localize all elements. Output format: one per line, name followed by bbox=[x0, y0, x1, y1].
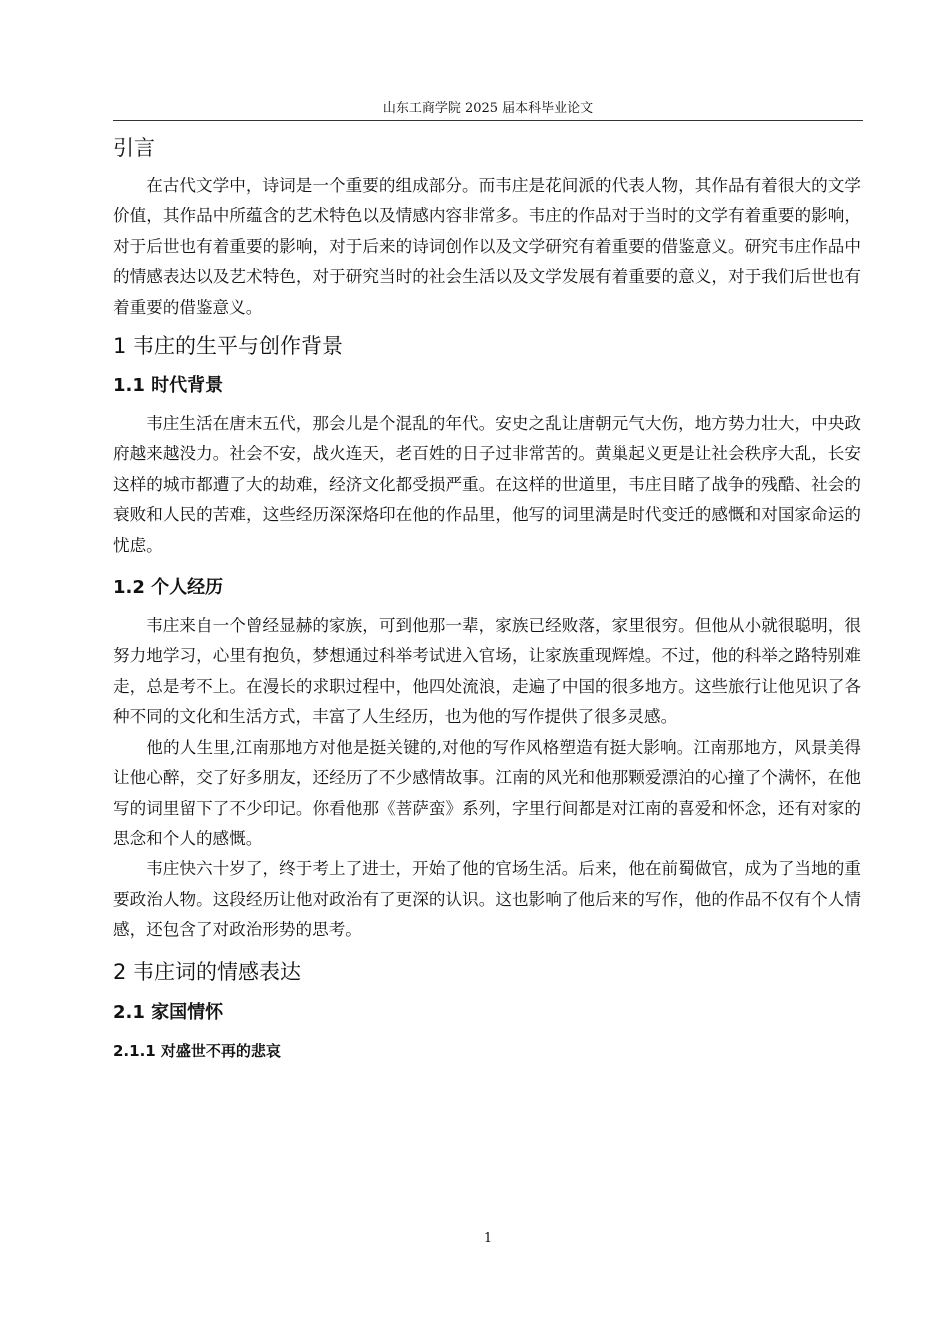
intro-heading: 引言 bbox=[113, 136, 155, 160]
section-2-heading: 2 韦庄词的情感表达 bbox=[113, 959, 302, 984]
section-1-2-paragraph-1: 韦庄来自一个曾经显赫的家族，可到他那一辈，家族已经败落，家里很穷。但他从小就很聪明，很努力地学习，心里有抱负，梦想通过科举考试进入官场，让家族重现辉煌。不过，他的科举之路特别难走，总是考不上。在漫长的求职过程中，他四处流浪，走遍了中国的很多地方。这些旅行让他见识了各种不同的文化和生活方式，丰富了人生经历，也为他的写作提供了很多灵感。 bbox=[113, 616, 861, 727]
section-1-2-paragraph-2: 他的人生里,江南那地方对他是挺关键的,对他的写作风格塑造有挺大影响。江南那地方，风景美得让他心醉，交了好多朋友，还经历了不少感情故事。江南的风光和他那颗爱漂泊的心撞了个满怀，在他写的词里留下了不少印记。你看他那《菩萨蛮》系列，字里行间都是对江南的喜爱和怀念，还有对家的思念和个人的感慨。 bbox=[113, 737, 861, 848]
page-content bbox=[113, 134, 861, 1062]
section-2-1-1-heading: 2.1.1 对盛世不再的悲哀 bbox=[113, 1041, 281, 1060]
section-1-1-paragraph: 韦庄生活在唐末五代，那会儿是个混乱的年代。安史之乱让唐朝元气大伤，地方势力壮大，中央政府越来越没力。社会不安，战火连天，老百姓的日子过非常苦的。黄巢起义更是让社会秩序大乱，长安这样的城市都遭了大的劫难，经济文化都受损严重。在这样的世道里，韦庄目睹了战争的残酷、社会的衰败和人民的苦难，这些经历深深烙印在他的作品里，他写的词里满是时代变迁的感慨和对国家命运的忧虑。 bbox=[113, 414, 861, 555]
section-1-2-paragraph-3: 韦庄快六十岁了，终于考上了进士，开始了他的官场生活。后来，他在前蜀做官，成为了当地的重要政治人物。这段经历让他对政治有了更深的认识。这也影响了他后来的写作，他的作品不仅有个人情感，还包含了对政治形势的思考。 bbox=[113, 859, 861, 940]
running-header: 山东工商学院 2025 届本科毕业论文 bbox=[382, 101, 594, 116]
page-number: 1 bbox=[483, 1231, 493, 1246]
header-rule bbox=[113, 120, 863, 121]
section-2-1-heading: 2.1 家国情怀 bbox=[113, 1001, 224, 1023]
intro-paragraph: 在古代文学中，诗词是一个重要的组成部分。而韦庄是花间派的代表人物，其作品有着很大的文学价值，其作品中所蕴含的艺术特色以及情感内容非常多。韦庄的作品对于当时的文学有着重要的影响，对于后世也有着重要的影响，对于后来的诗词创作以及文学研究有着重要的借鉴意义。研究韦庄作品中的情感表达以及艺术特色，对于研究当时的社会生活以及文学发展有着重要的意义，对于我们后世也有着重要的借鉴意义。 bbox=[113, 176, 861, 317]
section-1-heading: 1 韦庄的生平与创作背景 bbox=[113, 334, 344, 359]
section-1-2-heading: 1.2 个人经历 bbox=[113, 577, 224, 599]
section-1-1-heading: 1.1 时代背景 bbox=[113, 375, 224, 397]
